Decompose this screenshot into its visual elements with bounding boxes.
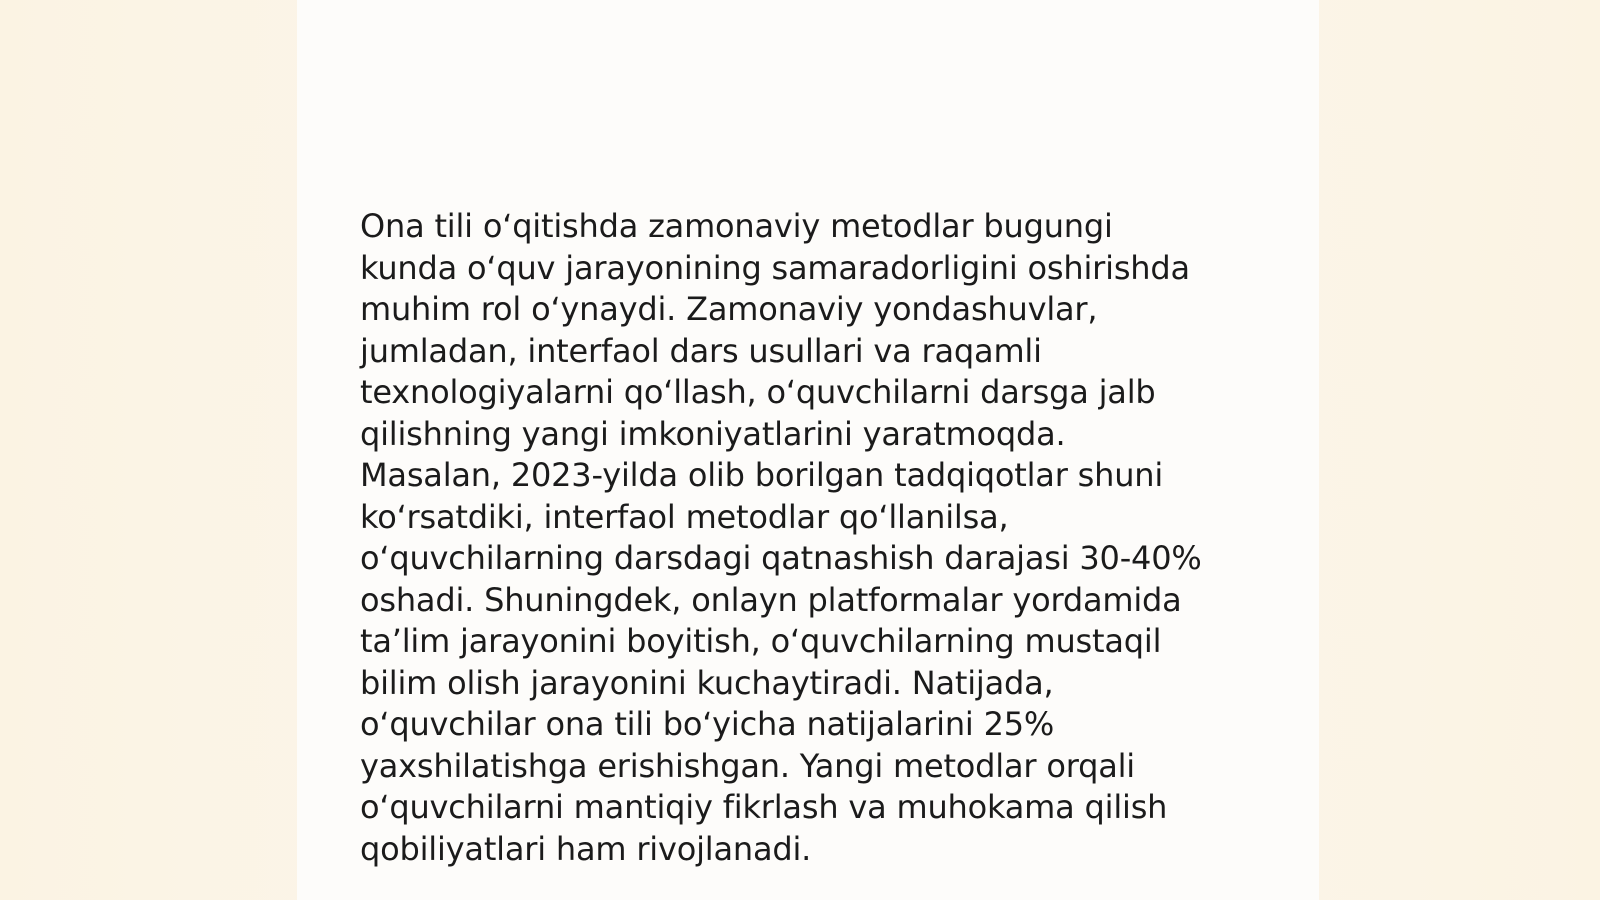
paragraph-line: Ona tili oʻqitishda zamonaviy metodlar bugungi	[360, 207, 1113, 245]
paragraph-line: oʻquvchilarning darsdagi qatnashish darajasi 30-40%	[360, 539, 1202, 577]
document-page	[297, 0, 1319, 900]
paragraph-line: bilim olish jarayonini kuchaytiradi. Natijada,	[360, 663, 1054, 702]
paragraph-line: oʻquvchilar ona tili boʻyicha natijalarini 25%	[360, 705, 1055, 743]
paragraph-line: koʻrsatdiki, interfaol metodlar qoʻllanilsa,	[360, 497, 1009, 536]
body-paragraph	[360, 206, 1240, 870]
paragraph-line: qilishning yangi imkoniyatlarini yaratmoqda.	[360, 414, 1066, 453]
paragraph-line: kunda oʻquv jarayonining samaradorligini oshirishda	[360, 248, 1190, 287]
paragraph-line: jumladan, interfaol dars usullari va raqamli	[360, 331, 1042, 370]
paragraph-line: qobiliyatlari ham rivojlanadi.	[360, 829, 812, 868]
paragraph-line: oʻquvchilarni mantiqiy fikrlash va muhokama qilish	[360, 788, 1168, 826]
paragraph-line: muhim rol oʻynaydi. Zamonaviy yondashuvlar,	[360, 290, 1098, 328]
paragraph-line: taʼlim jarayonini boyitish, oʻquvchilarning mustaqil	[360, 622, 1162, 660]
paragraph-line: Masalan, 2023-yilda olib borilgan tadqiqotlar shuni	[360, 456, 1164, 494]
paragraph-line: texnologiyalarni qoʻllash, oʻquvchilarni darsga jalb	[360, 373, 1156, 411]
paragraph-line: oshadi. Shuningdek, onlayn platformalar yordamida	[360, 580, 1182, 619]
paragraph-line: yaxshilatishga erishishgan. Yangi metodlar orqali	[360, 746, 1135, 785]
